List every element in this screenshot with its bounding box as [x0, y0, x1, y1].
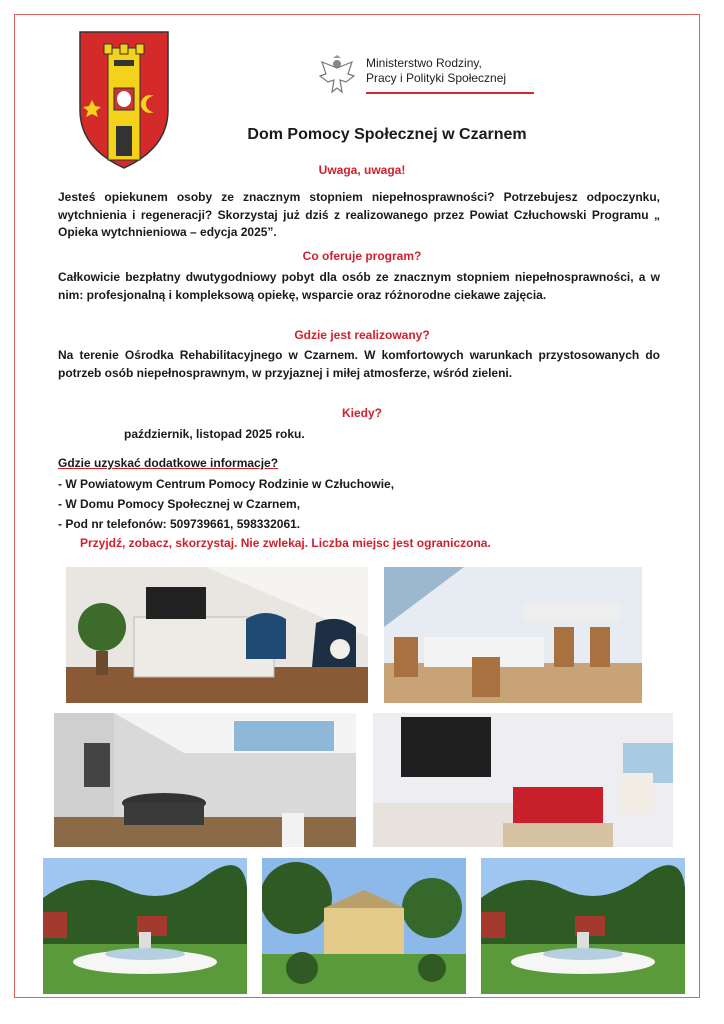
- ministry-name-line2: Pracy i Polityki Społecznej: [366, 71, 507, 85]
- coat-of-arms-logo: [78, 30, 170, 170]
- attention-heading: Uwaga, uwaga!: [318, 163, 406, 177]
- when-heading: Kiedy?: [341, 406, 382, 420]
- page-title: Dom Pomocy Społecznej w Czarnem: [247, 126, 527, 143]
- where-paragraph: Na terenie Ośrodka Rehabilitacyjnego w Czarnem. W komfortowych warunkach przystosowanych do potrzeb osób niepełnosprawnym, w przyjaznej i miłej atmosferze, wśród zieleni.: [58, 348, 660, 380]
- when-text: październik, listopad 2025 roku.: [124, 427, 305, 441]
- where-heading: Gdzie jest realizowany?: [294, 328, 430, 342]
- intro-paragraph: Jesteś opiekunem osoby ze znacznym stopniem niepełnosprawności? Potrzebujesz odpoczynku, wytchnienia i regeneracji? Skorzystaj już dziś z realizowanego przez Powiat Człuchowski Programu „ Opieka wytchnieniowa – edycja 2025”.: [58, 190, 660, 239]
- ministry-underline: [366, 92, 534, 94]
- eagle-emblem-icon: [314, 52, 360, 98]
- photo-dining-room: [384, 567, 642, 703]
- info-item: - Pod nr telefonów: 509739661, 598332061.: [58, 517, 301, 531]
- offer-paragraph: Całkowicie bezpłatny dwutygodniowy pobyt dla osób ze znacznym stopniem niepełnosprawności, a w nim: profesjonalną i kompleksową opiekę, wsparcie oraz różnorodne ciekawe zajęcia.: [58, 270, 660, 302]
- offer-heading: Co oferuje program?: [302, 249, 422, 263]
- closing-slogan: Przyjdź, zobacz, skorzystaj. Nie zwlekaj. Liczba miejsc jest ograniczona.: [80, 536, 491, 550]
- photo-living-room: [66, 567, 368, 703]
- info-item: - W Domu Pomocy Społecznej w Czarnem,: [58, 497, 301, 511]
- photo-palace: [262, 858, 466, 994]
- info-heading: Gdzie uzyskać dodatkowe informacje?: [58, 456, 279, 470]
- ministry-name-line1: Ministerstwo Rodziny,: [366, 56, 482, 70]
- info-item: - W Powiatowym Centrum Pomocy Rodzinie w Człuchowie,: [58, 477, 395, 491]
- ministry-logo: [314, 52, 554, 104]
- photo-bathroom: [54, 713, 356, 847]
- photo-bedroom: [373, 713, 673, 847]
- photo-fountain-right: [481, 858, 685, 994]
- photo-fountain-left: [43, 858, 247, 994]
